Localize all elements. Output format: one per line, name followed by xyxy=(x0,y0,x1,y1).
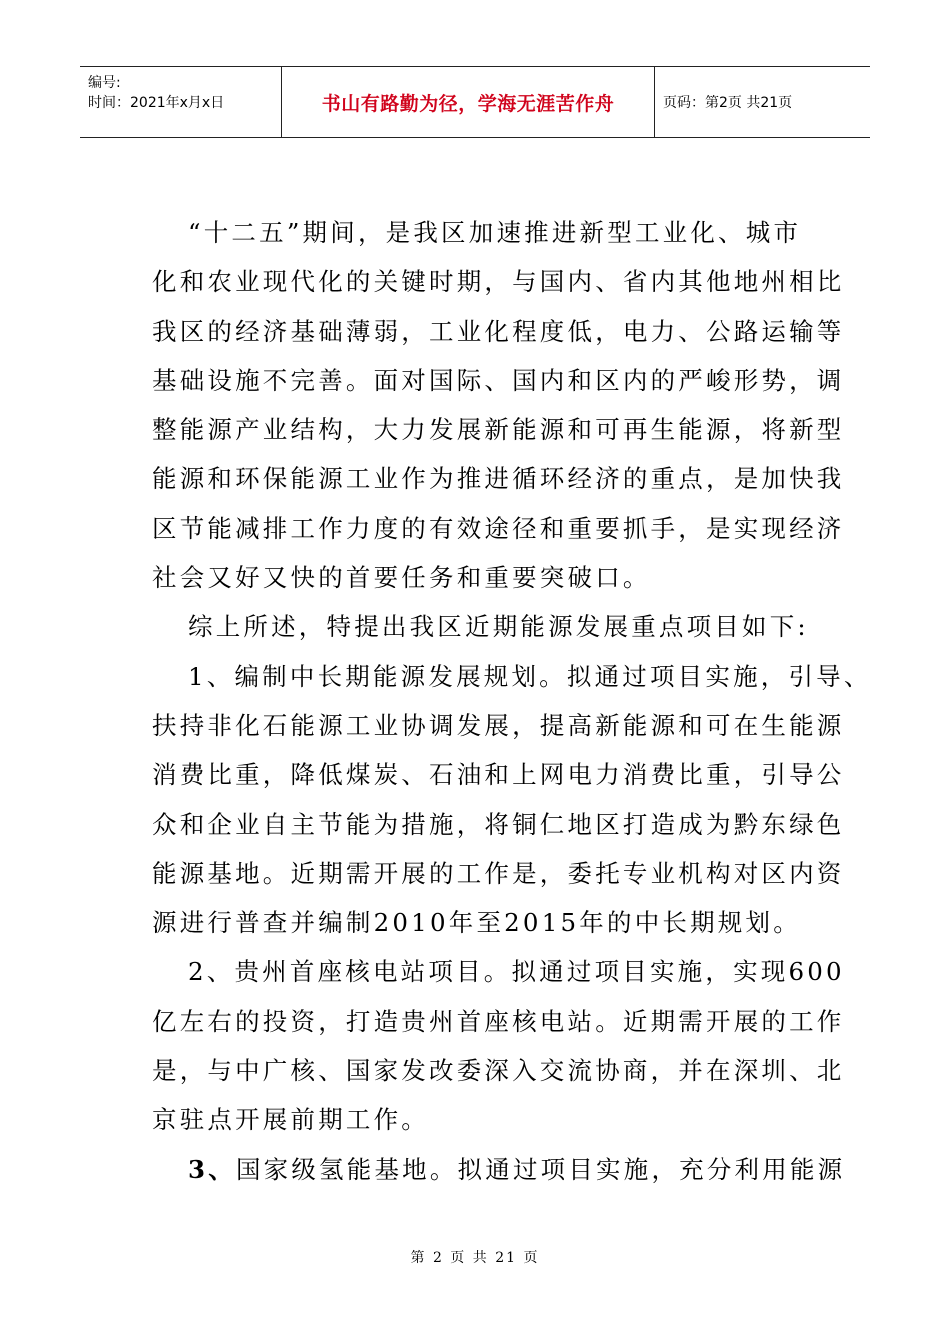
text-line: 众和企业自主节能为措施，将铜仁地区打造成为黔东绿色 xyxy=(152,809,845,839)
document-time-label: 时间：2021年x月x日 xyxy=(88,95,225,111)
text-line: 2、贵州首座核电站项目。拟通过项目实施，实现600 xyxy=(188,957,845,987)
text-line: 亿左右的投资，打造贵州首座核电站。近期需开展的工作 xyxy=(152,1006,845,1036)
text-line: “十二五”期间，是我区加速推进新型工业化、城市 xyxy=(188,218,802,247)
text-line: 源进行普查并编制2010年至2015年的中长期规划。 xyxy=(152,908,801,938)
text-line: 基础设施不完善。面对国际、国内和区内的严峻形势，调 xyxy=(152,365,845,395)
item-number: 3、 xyxy=(188,1154,236,1184)
text-line: 综上所述，特提出我区近期能源发展重点项目如下: xyxy=(188,612,809,642)
text-line: 消费比重，降低煤炭、石油和上网电力消费比重，引导公 xyxy=(152,760,845,790)
text-line: 1、编制中长期能源发展规划。拟通过项目实施，引导、 xyxy=(188,661,872,691)
text-line: 扶持非化石能源工业协调发展，提高新能源和可在生能源 xyxy=(152,710,845,740)
document-body xyxy=(152,208,872,1194)
paragraph-1 xyxy=(152,208,845,602)
text-line: 区节能减排工作力度的有效途径和重要抓手，是实现经济 xyxy=(152,513,845,543)
text-line: 是，与中广核、国家发改委深入交流协商，并在深圳、北 xyxy=(152,1056,845,1086)
text-line: 能源基地。近期需开展的工作是，委托专业机构对区内资 xyxy=(152,858,845,888)
header-table xyxy=(80,66,870,138)
header-motto: 书山有路勤为径，学海无涯苦作舟 xyxy=(281,67,655,137)
page-footer: 第 2 页 共 21 页 xyxy=(410,1250,540,1266)
text-line: 化和农业现代化的关键时期，与国内、省内其他地州相比 xyxy=(152,267,845,297)
text-line: 我区的经济基础薄弱，工业化程度低，电力、公路运输等 xyxy=(152,316,845,346)
text-line: 能源和环保能源工业作为推进循环经济的重点，是加快我 xyxy=(152,464,845,494)
document-number-label: 编号: xyxy=(88,75,121,91)
paragraph-2 xyxy=(152,602,812,651)
header-page-info: 页码：第2页 共21页 xyxy=(663,95,793,111)
paragraph-5 xyxy=(152,1145,846,1194)
text-line xyxy=(152,1145,846,1194)
text-line: 社会又好又快的首要任务和重要突破口。 xyxy=(152,563,651,593)
paragraph-4 xyxy=(152,947,845,1144)
paragraph-3 xyxy=(152,652,872,948)
text-line: 整能源产业结构，大力发展新能源和可再生能源，将新型 xyxy=(152,415,845,445)
header-left-cell xyxy=(80,67,281,137)
text-line: 京驻点开展前期工作。 xyxy=(152,1105,429,1135)
item-text: 国家级氢能基地。拟通过项目实施，充分利用能源 xyxy=(235,1154,846,1184)
